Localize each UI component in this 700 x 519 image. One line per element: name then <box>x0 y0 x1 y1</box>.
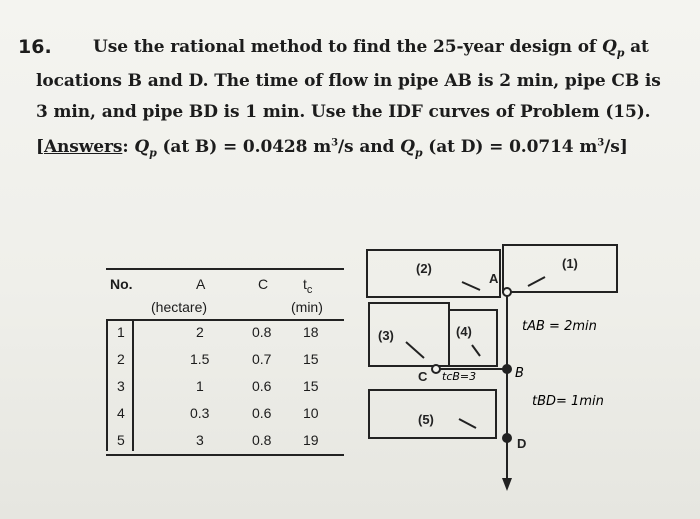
answers-label: Answers <box>43 137 123 157</box>
unit-min: (min) <box>291 299 323 315</box>
arrow-4-icon <box>472 345 480 356</box>
arrow-5-icon <box>459 419 476 428</box>
note-t-ab: tAB = 2min <box>522 319 597 334</box>
problem-number: 16. <box>18 36 52 58</box>
col-header-area: A <box>196 276 206 292</box>
col-header-no: No. <box>110 276 133 292</box>
node-a-label: A <box>489 271 499 286</box>
node-b-marker <box>502 364 512 374</box>
note-t-cb: tcB=3 <box>442 370 477 383</box>
problem-line-1: Use the rational method to find the 25-year design of $Q_p$ at <box>93 37 649 60</box>
subarea-2-label: (2) <box>416 261 432 276</box>
node-c-marker <box>432 365 440 373</box>
subarea-3-label: (3) <box>378 328 394 343</box>
node-a-marker <box>503 288 511 296</box>
problem-line-3: 3 min, and pipe BD is 1 min. Use the IDF curves of Problem (15). <box>36 102 651 122</box>
arrow-3-icon <box>406 342 424 358</box>
node-d-label: D <box>517 436 527 451</box>
subarea-2-box <box>367 250 500 297</box>
col-header-c: C <box>258 276 269 292</box>
arrow-2-icon <box>462 282 480 290</box>
subarea-1-box <box>503 245 617 292</box>
answers-line: [Answers: $Q_p$ (at B) = 0.0428 $m^3/s$ and $Q_p$ (at D) = 0.0714 $m^3/s$] <box>36 137 628 160</box>
subarea-1-label: (1) <box>562 256 578 271</box>
node-b-label: B <box>515 366 524 381</box>
node-d-marker <box>502 433 512 443</box>
subarea-4-label: (4) <box>456 324 472 339</box>
outlet-arrow-icon <box>502 478 512 491</box>
col-header-tc: $t_c$ <box>303 276 313 296</box>
note-t-bd: tBD= 1min <box>532 394 604 409</box>
arrow-1-icon <box>528 277 545 286</box>
node-c-label: C <box>418 369 428 384</box>
subarea-5-label: (5) <box>418 412 434 427</box>
problem-line-2: locations B and D. The time of flow in pipe AB is 2 min, pipe CB is <box>36 71 661 91</box>
unit-hectare: (hectare) <box>151 299 208 315</box>
